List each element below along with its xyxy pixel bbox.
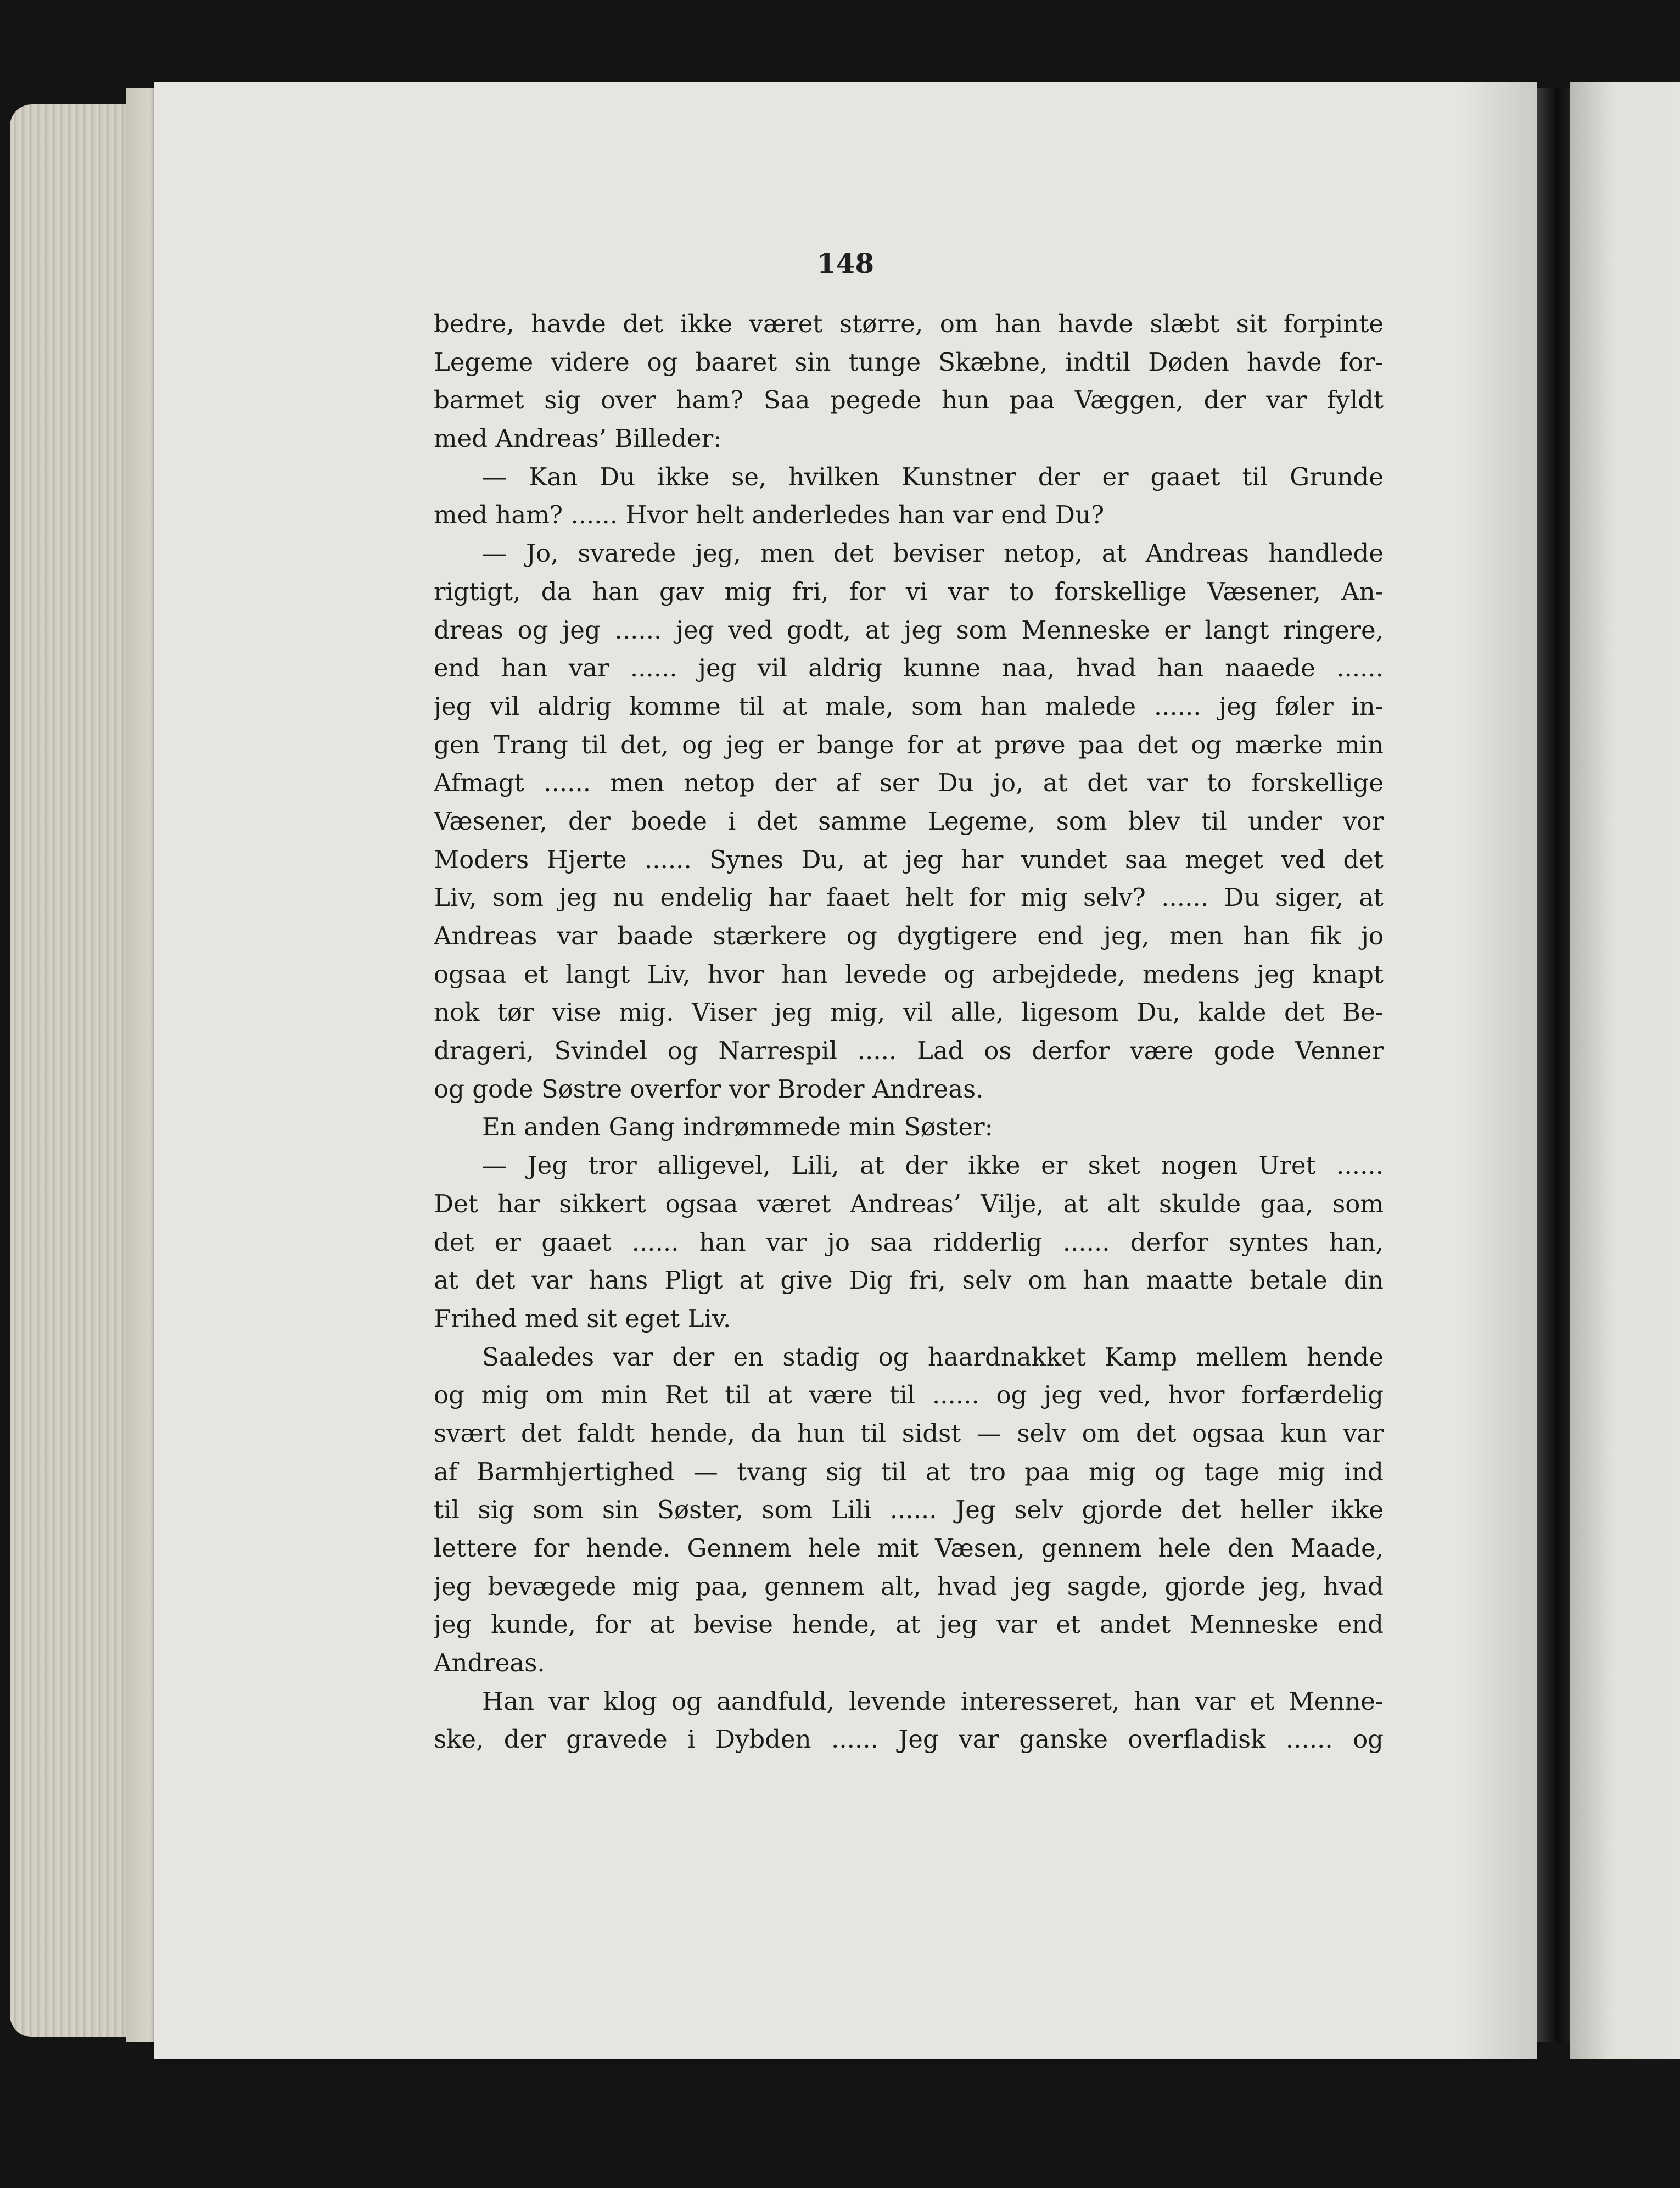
text-line: Andreas. xyxy=(434,1648,545,1678)
text-line: bedre, havde det ikke været større, om han havde slæbt sit forpinte xyxy=(434,309,1384,338)
text-line: gen Trang til det, og jeg er bange for at prøve paa det og mærke min xyxy=(434,730,1384,759)
text-line: jeg vil aldrig komme til at male, som han malede ...... jeg føler in- xyxy=(434,691,1384,721)
text-line: Afmagt ...... men netop der af ser Du jo, at det var to forskellige xyxy=(434,768,1384,798)
text-line: — Kan Du ikke se, hvilken Kunstner der er gaaet til Grunde xyxy=(482,462,1384,491)
text-line: drageri, Svindel og Narrespil ..... Lad os derfor være gode Venner xyxy=(434,1036,1384,1066)
book-gutter xyxy=(1537,88,1570,2042)
text-line: end han var ...... jeg vil aldrig kunne naa, hvad han naaede ...... xyxy=(434,653,1384,683)
facing-page-edge xyxy=(1570,82,1680,2059)
text-line: at det var hans Pligt at give Dig fri, selv om han maatte betale din xyxy=(434,1266,1384,1295)
text-line: barmet sig over ham? Saa pegede hun paa Væggen, der var fyldt xyxy=(434,385,1384,415)
text-line: og gode Søstre overfor vor Broder Andreas. xyxy=(434,1074,984,1104)
text-line: — Jeg tror alligevel, Lili, at der ikke er sket nogen Uret ...... xyxy=(482,1151,1384,1180)
text-line: jeg bevægede mig paa, gennem alt, hvad jeg sagde, gjorde jeg, hvad xyxy=(434,1571,1384,1601)
text-line: det er gaaet ...... han var jo saa ridderlig ...... derfor syntes han, xyxy=(434,1227,1384,1257)
text-line: lettere for hende. Gennem hele mit Væsen, gennem hele den Maade, xyxy=(434,1534,1384,1563)
text-line: Legeme videre og baaret sin tunge Skæbne, indtil Døden havde for- xyxy=(434,347,1384,377)
text-line: med Andreas’ Billeder: xyxy=(434,424,722,454)
text-line: Liv, som jeg nu endelig har faaet helt for mig selv? ...... Du siger, at xyxy=(434,883,1384,913)
text-line: Frihed med sit eget Liv. xyxy=(434,1303,731,1333)
text-line: og mig om min Ret til at være til ...... og jeg ved, hvor forfærdelig xyxy=(434,1380,1384,1410)
text-line: svært det faldt hende, da hun til sidst — selv om det ogsaa kun var xyxy=(434,1418,1384,1448)
text-line: ske, der gravede i Dybden ...... Jeg var ganske overfladisk ...... og xyxy=(434,1725,1384,1754)
page-number: 148 xyxy=(816,247,875,279)
text-line: Moders Hjerte ...... Synes Du, at jeg har vundet saa meget ved det xyxy=(434,844,1384,874)
text-line: rigtigt, da han gav mig fri, for vi var to forskellige Væsener, An- xyxy=(434,577,1384,606)
text-line: nok tør vise mig. Viser jeg mig, vil alle, ligesom Du, kalde det Be- xyxy=(434,998,1384,1027)
text-line: til sig som sin Søster, som Lili ...... Jeg selv gjorde det heller ikke xyxy=(434,1495,1384,1525)
text-line: Væsener, der boede i det samme Legeme, som blev til under vor xyxy=(434,806,1384,836)
text-line: af Barmhjertighed — tvang sig til at tro paa mig og tage mig ind xyxy=(434,1457,1384,1486)
text-line: med ham? ...... Hvor helt anderledes han var end Du? xyxy=(434,500,1105,530)
text-line: En anden Gang indrømmede min Søster: xyxy=(482,1112,993,1142)
text-line: Det har sikkert ogsaa været Andreas’ Vilje, at alt skulde gaa, som xyxy=(434,1189,1384,1218)
text-line: jeg kunde, for at bevise hende, at jeg var et andet Menneske end xyxy=(434,1610,1384,1639)
text-line: ogsaa et langt Liv, hvor han levede og arbejdede, medens jeg knapt xyxy=(434,959,1384,989)
text-line: — Jo, svarede jeg, men det beviser netop, at Andreas handlede xyxy=(482,539,1384,568)
page-gutter-shadow xyxy=(1460,82,1537,2059)
text-line: Andreas var baade stærkere og dygtigere end jeg, men han fik jo xyxy=(434,921,1384,950)
body-text xyxy=(434,305,1384,1759)
text-line: dreas og jeg ...... jeg ved godt, at jeg som Menneske er langt ringere, xyxy=(434,615,1384,645)
text-line: Han var klog og aandfuld, levende interesseret, han var et Menne- xyxy=(482,1686,1384,1716)
text-line: Saaledes var der en stadig og haardnakket Kamp mellem hende xyxy=(482,1342,1384,1372)
book-page xyxy=(154,82,1537,2059)
